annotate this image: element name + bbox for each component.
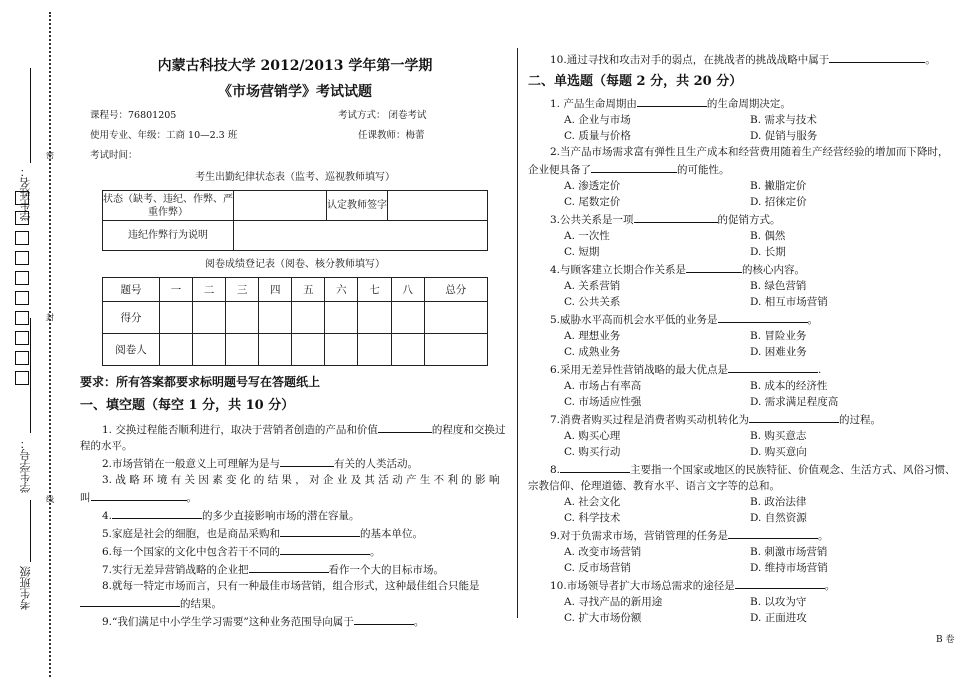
student-id-boxes bbox=[15, 190, 31, 390]
mcq-option[interactable]: D. 正面进攻 bbox=[750, 612, 807, 624]
mcq-option[interactable]: C. 公共关系 bbox=[564, 296, 621, 308]
requirement: 要求：所有答案都要求标明题号写在答题纸上 bbox=[80, 375, 321, 389]
mcq-options-row bbox=[528, 294, 958, 310]
id-digit-box[interactable] bbox=[15, 191, 29, 205]
score-cell[interactable] bbox=[358, 334, 391, 366]
mcq-options-row bbox=[528, 244, 958, 260]
exam-time: 考试时间： bbox=[90, 150, 138, 161]
mcq-stem: 5.威胁水平高而机会水平低的业务是 。 bbox=[528, 310, 958, 328]
answer-blank bbox=[637, 94, 707, 107]
section2-title: 二、单选题（每题 2 分，共 20 分） bbox=[528, 74, 743, 89]
score-cell[interactable] bbox=[259, 302, 292, 334]
mcq-option[interactable]: C. 扩大市场份额 bbox=[564, 612, 642, 624]
violation-cell[interactable] bbox=[234, 221, 488, 251]
major-grade: 使用专业、年级：工商 10—2.3 班 bbox=[90, 130, 238, 141]
mcq-option[interactable]: A. 关系营销 bbox=[564, 280, 621, 292]
id-digit-box[interactable] bbox=[15, 311, 29, 325]
mcq-option[interactable]: C. 短期 bbox=[564, 246, 600, 258]
mcq-option[interactable]: D. 需求满足程度高 bbox=[750, 396, 839, 408]
score-cell[interactable] bbox=[193, 334, 226, 366]
teacher-sign-label: 认定教师签字 bbox=[327, 191, 388, 221]
mcq-option[interactable]: D. 招徕定价 bbox=[750, 196, 807, 208]
left-column bbox=[80, 58, 510, 630]
answer-blank bbox=[718, 310, 808, 323]
mcq-option[interactable]: D. 维持市场营销 bbox=[750, 562, 828, 574]
teacher: 任课教师：梅蕾 bbox=[358, 130, 425, 141]
fill-q8: 8.就每一特定市场而言，只有一种最佳市场营销，组合形式，这种最佳组合只能是的结果。 bbox=[80, 578, 510, 612]
answer-blank bbox=[728, 526, 818, 539]
mcq-option[interactable]: A. 一次性 bbox=[564, 230, 610, 242]
mcq-options-row bbox=[528, 228, 958, 244]
mcq-options-row bbox=[528, 444, 958, 460]
mcq-option[interactable]: C. 质量与价格 bbox=[564, 130, 631, 142]
mcq-option[interactable]: B. 以攻为守 bbox=[750, 596, 807, 608]
mcq-stem: 6.采用无差异性营销战略的最大优点是 . bbox=[528, 360, 958, 378]
mcq-options-row bbox=[528, 112, 958, 128]
score-cell[interactable] bbox=[391, 302, 424, 334]
mcq-option[interactable]: D. 长期 bbox=[750, 246, 786, 258]
score-header-cell: 四 bbox=[259, 278, 292, 302]
exam-meta bbox=[80, 106, 510, 168]
id-digit-box[interactable] bbox=[15, 211, 29, 225]
fill-q5: 5.家庭是社会的细胞，也是商品采购和 的基本单位。 bbox=[80, 524, 510, 542]
score-cell[interactable] bbox=[292, 334, 325, 366]
mcq-stem: 3.公共关系是一项 的促销方式。 bbox=[528, 210, 958, 228]
score-cell[interactable] bbox=[424, 334, 487, 366]
class-line bbox=[30, 500, 31, 562]
mcq-option[interactable]: A. 企业与市场 bbox=[564, 114, 631, 126]
mcq-options-row bbox=[528, 610, 958, 626]
score-cell[interactable] bbox=[226, 334, 259, 366]
answer-blank bbox=[735, 576, 825, 589]
mcq-stem: 9.对于负需求市场，营销管理的任务是 。 bbox=[528, 526, 958, 544]
mcq-options-row bbox=[528, 544, 958, 560]
mcq-options-row bbox=[528, 194, 958, 210]
score-cell[interactable] bbox=[193, 302, 226, 334]
paper-version: B 卷 bbox=[936, 635, 955, 645]
mcq-option[interactable]: B. 绿色营销 bbox=[750, 280, 807, 292]
student-name-label: 学生姓名： bbox=[19, 166, 32, 221]
score-cell[interactable] bbox=[292, 302, 325, 334]
mcq-option[interactable]: B. 冒险业务 bbox=[750, 330, 807, 342]
seal-char-3: 线 bbox=[46, 495, 54, 504]
score-row-label: 阅卷人 bbox=[103, 334, 160, 366]
seal-char-1: 密 bbox=[46, 151, 54, 160]
student-id-label: 学生学号： bbox=[19, 438, 32, 493]
id-digit-box[interactable] bbox=[15, 271, 29, 285]
mcq-option[interactable]: B. 政治法律 bbox=[750, 496, 807, 508]
fill-q2: 2.市场营销在一般意义上可理解为是与 有关的人类活动。 bbox=[80, 454, 510, 472]
mcq-option[interactable]: D. 困难业务 bbox=[750, 346, 807, 358]
mcq-options-row bbox=[528, 328, 958, 344]
score-table bbox=[102, 277, 488, 366]
fill-q7: 7.实行无差异营销战略的企业把 看作一个大的目标市场。 bbox=[80, 560, 510, 578]
score-cell[interactable] bbox=[391, 334, 424, 366]
score-header-cell: 六 bbox=[325, 278, 358, 302]
mcq-option[interactable]: C. 科学技术 bbox=[564, 512, 621, 524]
mcq-option[interactable]: B. 刺激市场营销 bbox=[750, 546, 828, 558]
mcq-option[interactable]: B. 偶然 bbox=[750, 230, 786, 242]
mcq-option[interactable]: A. 寻找产品的新用途 bbox=[564, 596, 663, 608]
fill-q1: 1. 交换过程能否顺利进行，取决于营销者创造的产品和价值 的程度和交换过程的水平。 bbox=[80, 420, 510, 454]
class-label: 考生班级 bbox=[19, 566, 32, 610]
id-digit-box[interactable] bbox=[15, 231, 29, 245]
score-header-cell: 三 bbox=[226, 278, 259, 302]
answer-blank bbox=[749, 410, 839, 423]
mcq-option[interactable]: C. 反市场营销 bbox=[564, 562, 631, 574]
mcq-option[interactable]: B. 购买意志 bbox=[750, 430, 807, 442]
mcq-stem: 4.与顾客建立长期合作关系是 的核心内容。 bbox=[528, 260, 958, 278]
exam-mode: 考试方式： 闭卷考试 bbox=[338, 110, 427, 121]
mcq-option[interactable]: C. 市场适应性强 bbox=[564, 396, 642, 408]
score-cell[interactable] bbox=[226, 302, 259, 334]
mcq-option[interactable]: D. 购买意向 bbox=[750, 446, 807, 458]
section2-questions bbox=[528, 94, 958, 626]
score-header-cell: 二 bbox=[193, 278, 226, 302]
fill-q10: 10.通过寻找和攻击对手的弱点，在挑战者的挑战战略中属于 。 bbox=[528, 50, 958, 68]
fill-q6: 6.每一个国家的文化中包含若干不同的 。 bbox=[80, 542, 510, 560]
mcq-option[interactable]: C. 尾数定价 bbox=[564, 196, 621, 208]
mcq-stem: 2.当产品市场需求富有弹性且生产成本和经营费用随着生产经营经验的增加而下降时，企业便具备了 的可能性。 bbox=[528, 146, 949, 176]
binding-line bbox=[49, 12, 51, 677]
attendance-caption: 考生出勤纪律状态表（监考、巡视教师填写） bbox=[195, 172, 395, 183]
mcq-option[interactable]: C. 购买行动 bbox=[564, 446, 621, 458]
answer-blank bbox=[560, 460, 630, 473]
score-header-cell: 题号 bbox=[103, 278, 160, 302]
mcq-options-row bbox=[528, 594, 958, 610]
score-cell[interactable] bbox=[160, 334, 193, 366]
seal-char-2: 封 bbox=[46, 313, 54, 322]
score-caption: 阅卷成绩登记表（阅卷、核分教师填写） bbox=[205, 259, 385, 270]
score-header-cell: 五 bbox=[292, 278, 325, 302]
score-row-label: 得分 bbox=[103, 302, 160, 334]
id-digit-box[interactable] bbox=[15, 251, 29, 265]
mcq-option[interactable]: A. 渗透定价 bbox=[564, 180, 621, 192]
fill-q4: 4. 的多少直接影响市场的潜在容量。 bbox=[80, 506, 510, 524]
mcq-options-row bbox=[528, 428, 958, 444]
score-cell[interactable] bbox=[358, 302, 391, 334]
score-cell[interactable] bbox=[325, 302, 358, 334]
mcq-stem: 1. 产品生命周期由 的生命周期决定。 bbox=[528, 94, 958, 112]
answer-blank bbox=[591, 160, 677, 173]
mcq-stem: 8. 主要指一个国家或地区的民族特征、价值观念、生活方式、风俗习惯、宗教信仰、伦理道德、教育水平、语言文字等的总和。 bbox=[528, 460, 958, 494]
exam-subtitle: 《市场营销学》考试试题 bbox=[218, 84, 372, 100]
score-cell[interactable] bbox=[259, 334, 292, 366]
id-digit-box[interactable] bbox=[15, 371, 29, 385]
section1-title: 一、填空题（每空 1 分，共 10 分） bbox=[80, 398, 295, 413]
student-name-line bbox=[30, 68, 31, 163]
mcq-option[interactable]: B. 撇脂定价 bbox=[750, 180, 807, 192]
score-header-cell: 一 bbox=[160, 278, 193, 302]
mcq-options-row bbox=[528, 494, 958, 510]
mcq-options-row bbox=[528, 394, 958, 410]
id-digit-box[interactable] bbox=[15, 351, 29, 365]
mcq-option[interactable]: B. 需求与技术 bbox=[750, 114, 817, 126]
mcq-stem: 10.市场领导者扩大市场总需求的途径是 。 bbox=[528, 576, 958, 594]
score-cell[interactable] bbox=[325, 334, 358, 366]
mcq-option[interactable]: A. 改变市场营销 bbox=[564, 546, 642, 558]
score-cell[interactable] bbox=[160, 302, 193, 334]
score-header-cell: 七 bbox=[358, 278, 391, 302]
mcq-option[interactable]: D. 促销与服务 bbox=[750, 130, 818, 142]
teacher-sign-cell[interactable] bbox=[388, 191, 488, 221]
mcq-options-row bbox=[528, 378, 958, 394]
violation-label: 违纪作弊行为说明 bbox=[103, 221, 234, 251]
score-cell[interactable] bbox=[424, 302, 487, 334]
status-cell[interactable] bbox=[234, 191, 327, 221]
mcq-options-row bbox=[528, 278, 958, 294]
score-header-cell: 总分 bbox=[424, 278, 487, 302]
status-label: 状态（缺考、违纪、作弊、严重作弊） bbox=[103, 191, 234, 221]
mcq-option[interactable]: D. 相互市场营销 bbox=[750, 296, 828, 308]
mcq-option[interactable]: A. 市场占有率高 bbox=[564, 380, 642, 392]
mcq-options-row bbox=[528, 510, 958, 526]
mcq-options-row bbox=[528, 344, 958, 360]
fill-q3: 3. 战 略 环 境 有 关 因 素 变 化 的 结 果 ， 对 企 业 及 其 活 动 产 生 不 利 的 影 响 叫 。 bbox=[80, 474, 500, 504]
fill-q9: 9.“我们满足中小学生学习需要”这种业务范围导向属于 。 bbox=[80, 612, 510, 630]
mcq-options-row bbox=[528, 128, 958, 144]
mcq-option[interactable]: A. 社会文化 bbox=[564, 496, 621, 508]
mcq-options-row bbox=[528, 560, 958, 576]
right-column bbox=[528, 50, 958, 626]
score-header-cell: 八 bbox=[391, 278, 424, 302]
column-divider bbox=[517, 48, 518, 618]
course-number: 课程号：76801205 bbox=[90, 110, 177, 121]
id-digit-box[interactable] bbox=[15, 331, 29, 345]
mcq-option[interactable]: C. 成熟业务 bbox=[564, 346, 621, 358]
exam-title: 内蒙古科技大学 2012/2013 学年第一学期 bbox=[157, 58, 433, 74]
mcq-options-row bbox=[528, 178, 958, 194]
attendance-table bbox=[102, 190, 488, 251]
mcq-option[interactable]: B. 成本的经济性 bbox=[750, 380, 828, 392]
mcq-stem: 7.消费者购买过程是消费者购买动机转化为 的过程。 bbox=[528, 410, 958, 428]
answer-blank bbox=[686, 260, 742, 273]
id-digit-box[interactable] bbox=[15, 291, 29, 305]
mcq-option[interactable]: A. 理想业务 bbox=[564, 330, 621, 342]
mcq-option[interactable]: D. 自然资源 bbox=[750, 512, 807, 524]
answer-blank bbox=[634, 210, 718, 223]
answer-blank bbox=[728, 360, 818, 373]
mcq-option[interactable]: A. 购买心理 bbox=[564, 430, 621, 442]
section1-questions bbox=[80, 420, 510, 630]
